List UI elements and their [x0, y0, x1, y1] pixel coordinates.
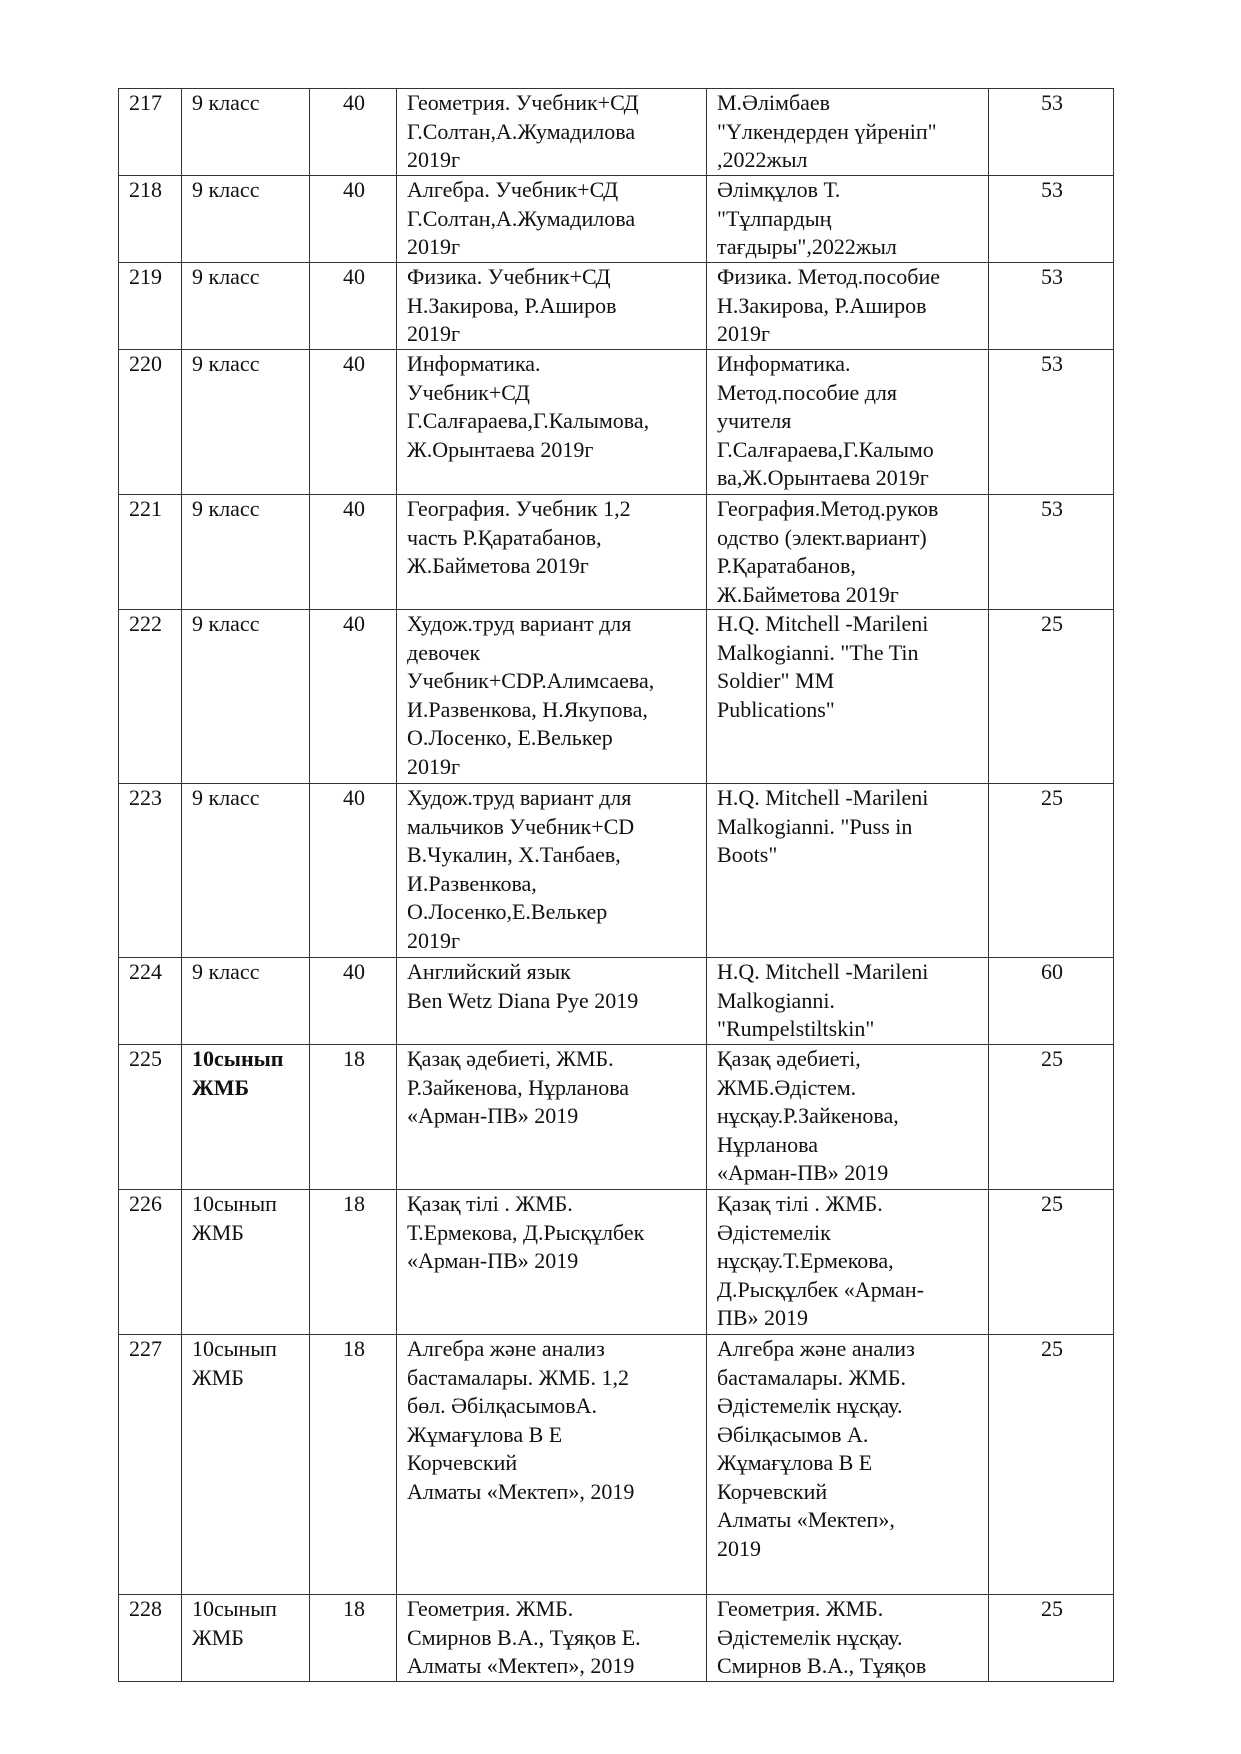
- textbook-line: Английский язык: [407, 959, 571, 984]
- cls-line: ЖМБ: [192, 1624, 244, 1650]
- textbook-cell: [397, 89, 707, 176]
- row-number: 224: [119, 958, 182, 1045]
- textbook-line: Информатика.: [407, 351, 541, 376]
- textbook-line: бастамалары. ЖМБ. 1,2: [407, 1364, 630, 1390]
- textbook-line: Г.Солтан,А.Жумадилова: [407, 205, 636, 231]
- quantity-cell: 25: [989, 610, 1114, 784]
- textbook-line: И.Развенкова, Н.Якупова,: [407, 696, 648, 722]
- textbook-line: 2019г: [407, 927, 461, 953]
- material-line: ПВ» 2019: [717, 1305, 809, 1330]
- material-line: Әдістемелік нұсқау.: [717, 1393, 903, 1418]
- textbook-line: Худож.труд вариант для: [407, 611, 632, 636]
- material-cell: [707, 1045, 989, 1190]
- material-cell: [707, 263, 989, 350]
- material-line: Алматы «Мектеп»,: [717, 1507, 895, 1532]
- material-line: учителя: [717, 408, 792, 433]
- material-line: Әдістемелік нұсқау.: [717, 1624, 903, 1650]
- table-row: [119, 1045, 1114, 1190]
- quantity-cell: 53: [989, 495, 1114, 610]
- material-line: Malkogianni. "Puss in: [717, 813, 913, 839]
- material-line: Смирнов В.А., Тұяқов: [717, 1653, 927, 1678]
- cls-line: 10сынып: [192, 1191, 277, 1216]
- table-row: [119, 1335, 1114, 1595]
- textbook-table: [118, 88, 1114, 1682]
- textbook-line: Худож.труд вариант для: [407, 785, 632, 810]
- quantity-cell: 53: [989, 176, 1114, 263]
- material-line: Әбілқасымов А.: [717, 1421, 869, 1447]
- textbook-line: Г.Солтан,А.Жумадилова: [407, 118, 636, 144]
- textbook-line: Р.Зайкенова, Нұрланова: [407, 1074, 630, 1100]
- textbook-line: Смирнов В.А., Тұяқов Е.: [407, 1624, 641, 1650]
- textbook-line: Жұмағұлова В Е: [407, 1421, 563, 1447]
- textbook-line: 2019г: [407, 234, 461, 259]
- cls-line: 10сынып: [192, 1046, 284, 1071]
- table-row: [119, 958, 1114, 1045]
- textbook-line: 2019г: [407, 321, 461, 346]
- hours-cell: 40: [310, 784, 397, 958]
- textbook-line: Ж.Байметова 2019г: [407, 553, 589, 578]
- material-line: «Арман-ПВ» 2019: [717, 1160, 889, 1185]
- material-cell: [707, 495, 989, 610]
- textbook-line: мальчиков Учебник+CD: [407, 813, 635, 839]
- material-line: 2019г: [717, 321, 771, 346]
- table-row: [119, 89, 1114, 176]
- material-line: H.Q. Mitchell -Marileni: [717, 611, 929, 636]
- textbook-line: девочек: [407, 639, 481, 665]
- textbook-line: Т.Ермекова, Д.Рысқұлбек: [407, 1219, 645, 1245]
- row-number: 223: [119, 784, 182, 958]
- cls-line: ЖМБ: [192, 1219, 244, 1245]
- row-number: 217: [119, 89, 182, 176]
- hours-cell: 18: [310, 1190, 397, 1335]
- textbook-line: Ben Wetz Diana Pye 2019: [407, 987, 639, 1013]
- material-line: "Тұлпардың: [717, 205, 832, 231]
- material-line: Н.Закирова, Р.Аширов: [717, 292, 927, 318]
- material-line: Физика. Метод.пособие: [717, 264, 940, 289]
- textbook-line: Алматы «Мектеп», 2019: [407, 1653, 635, 1678]
- quantity-cell: 25: [989, 784, 1114, 958]
- material-line: нұсқау.Р.Зайкенова,: [717, 1103, 899, 1128]
- class-cell: [182, 958, 310, 1045]
- class-cell: [182, 263, 310, 350]
- cls-line: ЖМБ: [192, 1074, 250, 1100]
- material-cell: [707, 610, 989, 784]
- textbook-line: Геометрия. Учебник+СД: [407, 90, 639, 115]
- hours-cell: 40: [310, 495, 397, 610]
- cls-line: 9 класс: [192, 496, 260, 521]
- class-cell: [182, 610, 310, 784]
- class-cell: [182, 89, 310, 176]
- textbook-line: «Арман-ПВ» 2019: [407, 1103, 579, 1128]
- material-line: 2019: [717, 1535, 761, 1561]
- textbook-line: Геометрия. ЖМБ.: [407, 1596, 574, 1621]
- material-line: Әдістемелік: [717, 1219, 831, 1245]
- textbook-cell: [397, 958, 707, 1045]
- hours-cell: 40: [310, 958, 397, 1045]
- row-number: 220: [119, 350, 182, 495]
- cls-line: 9 класс: [192, 785, 260, 810]
- material-line: Malkogianni. "The Tin: [717, 639, 919, 665]
- textbook-cell: [397, 610, 707, 784]
- material-line: Геометрия. ЖМБ.: [717, 1596, 884, 1621]
- textbook-line: «Арман-ПВ» 2019: [407, 1248, 579, 1273]
- table-body: [119, 89, 1114, 1682]
- cls-line: 9 класс: [192, 177, 260, 202]
- quantity-cell: 53: [989, 263, 1114, 350]
- hours-cell: 40: [310, 263, 397, 350]
- hours-cell: 40: [310, 89, 397, 176]
- textbook-line: часть Р.Қаратабанов,: [407, 524, 602, 550]
- textbook-line: Алматы «Мектеп», 2019: [407, 1478, 635, 1504]
- class-cell: [182, 784, 310, 958]
- row-number: 228: [119, 1595, 182, 1682]
- material-line: H.Q. Mitchell -Marileni: [717, 959, 929, 984]
- material-line: Р.Қаратабанов,: [717, 553, 856, 578]
- cls-line: 10сынып: [192, 1596, 277, 1621]
- table-row: [119, 176, 1114, 263]
- cls-line: 9 класс: [192, 90, 260, 115]
- material-line: Publications": [717, 696, 835, 722]
- textbook-line: Алгебра. Учебник+СД: [407, 177, 619, 202]
- textbook-line: Алгебра және анализ: [407, 1336, 605, 1361]
- material-line: нұсқау.Т.Ермекова,: [717, 1248, 894, 1273]
- material-line: ,2022жыл: [717, 147, 808, 172]
- row-number: 221: [119, 495, 182, 610]
- textbook-cell: [397, 1190, 707, 1335]
- material-line: География.Метод.руков: [717, 496, 939, 521]
- textbook-line: Учебник+CDР.Алимсаева,: [407, 668, 655, 693]
- table-row: [119, 1595, 1114, 1682]
- material-line: М.Әлімбаев: [717, 90, 831, 115]
- material-line: бастамалары. ЖМБ.: [717, 1364, 907, 1390]
- quantity-cell: 60: [989, 958, 1114, 1045]
- material-line: Malkogianni.: [717, 987, 835, 1013]
- cls-line: 9 класс: [192, 959, 260, 984]
- material-line: ЖМБ.Әдістем.: [717, 1074, 857, 1100]
- class-cell: [182, 1190, 310, 1335]
- textbook-line: 2019г: [407, 753, 461, 779]
- textbook-cell: [397, 176, 707, 263]
- textbook-line: Корчевский: [407, 1450, 518, 1475]
- hours-cell: 18: [310, 1595, 397, 1682]
- class-cell: [182, 1335, 310, 1595]
- material-cell: [707, 1190, 989, 1335]
- quantity-cell: 25: [989, 1335, 1114, 1595]
- textbook-line: Қазақ тілі . ЖМБ.: [407, 1191, 573, 1216]
- material-cell: [707, 89, 989, 176]
- quantity-cell: 53: [989, 350, 1114, 495]
- textbook-cell: [397, 350, 707, 495]
- textbook-line: И.Развенкова,: [407, 870, 537, 896]
- material-line: Ж.Байметова 2019г: [717, 581, 899, 607]
- textbook-line: Н.Закирова, Р.Аширов: [407, 292, 617, 318]
- textbook-cell: [397, 1595, 707, 1682]
- material-line: Д.Рысқұлбек «Арман-: [717, 1276, 925, 1302]
- material-cell: [707, 350, 989, 495]
- textbook-line: Учебник+СД: [407, 379, 530, 405]
- material-line: Алгебра және анализ: [717, 1336, 915, 1361]
- material-line: ва,Ж.Орынтаева 2019г: [717, 465, 929, 490]
- textbook-line: О.Лосенко,Е.Велькер: [407, 899, 608, 924]
- quantity-cell: 53: [989, 89, 1114, 176]
- row-number: 218: [119, 176, 182, 263]
- cls-line: 10сынып: [192, 1336, 277, 1361]
- material-line: Әлімқұлов Т.: [717, 177, 841, 202]
- hours-cell: 40: [310, 610, 397, 784]
- table-row: [119, 495, 1114, 610]
- textbook-line: 2019г: [407, 147, 461, 172]
- material-line: Қазақ әдебиеті,: [717, 1046, 861, 1071]
- hours-cell: 18: [310, 1045, 397, 1190]
- row-number: 225: [119, 1045, 182, 1190]
- row-number: 222: [119, 610, 182, 784]
- table-row: [119, 263, 1114, 350]
- material-line: Қазақ тілі . ЖМБ.: [717, 1191, 883, 1216]
- row-number: 219: [119, 263, 182, 350]
- quantity-cell: 25: [989, 1045, 1114, 1190]
- textbook-line: бөл. ӘбілқасымовА.: [407, 1393, 598, 1418]
- material-line: Нұрланова: [717, 1131, 818, 1157]
- class-cell: [182, 1595, 310, 1682]
- cls-line: 9 класс: [192, 264, 260, 289]
- cls-line: ЖМБ: [192, 1364, 244, 1390]
- class-cell: [182, 350, 310, 495]
- material-cell: [707, 1595, 989, 1682]
- hours-cell: 40: [310, 350, 397, 495]
- material-cell: [707, 958, 989, 1045]
- table-row: [119, 350, 1114, 495]
- material-line: Информатика.: [717, 351, 851, 376]
- textbook-cell: [397, 263, 707, 350]
- textbook-cell: [397, 1335, 707, 1595]
- row-number: 227: [119, 1335, 182, 1595]
- table-row: [119, 784, 1114, 958]
- material-line: "Үлкендерден үйреніп": [717, 118, 937, 144]
- textbook-line: В.Чукалин, Х.Танбаев,: [407, 842, 621, 867]
- textbook-line: Қазақ әдебиеті, ЖМБ.: [407, 1046, 614, 1071]
- cls-line: 9 класс: [192, 611, 260, 636]
- material-line: Г.Салғараева,Г.Калымо: [717, 436, 934, 462]
- material-line: "Rumpelstiltskin": [717, 1016, 875, 1041]
- textbook-line: Г.Салғараева,Г.Калымова,: [407, 408, 650, 433]
- hours-cell: 40: [310, 176, 397, 263]
- textbook-cell: [397, 784, 707, 958]
- quantity-cell: 25: [989, 1595, 1114, 1682]
- table-row: [119, 610, 1114, 784]
- material-cell: [707, 784, 989, 958]
- class-cell: [182, 1045, 310, 1190]
- row-number: 226: [119, 1190, 182, 1335]
- class-cell: [182, 176, 310, 263]
- hours-cell: 18: [310, 1335, 397, 1595]
- material-line: тағдыры",2022жыл: [717, 234, 897, 259]
- material-line: Soldier" MM: [717, 668, 835, 693]
- material-line: одство (элект.вариант): [717, 524, 927, 550]
- cls-line: 9 класс: [192, 351, 260, 376]
- textbook-line: География. Учебник 1,2: [407, 496, 631, 521]
- class-cell: [182, 495, 310, 610]
- material-line: Метод.пособие для: [717, 379, 898, 405]
- material-line: Boots": [717, 842, 778, 867]
- textbook-line: Физика. Учебник+СД: [407, 264, 611, 289]
- table-row: [119, 1190, 1114, 1335]
- quantity-cell: 25: [989, 1190, 1114, 1335]
- textbook-cell: [397, 1045, 707, 1190]
- material-line: H.Q. Mitchell -Marileni: [717, 785, 929, 810]
- material-line: Жұмағұлова В Е: [717, 1450, 873, 1475]
- material-cell: [707, 176, 989, 263]
- textbook-cell: [397, 495, 707, 610]
- textbook-line: Ж.Орынтаева 2019г: [407, 436, 594, 462]
- material-line: Корчевский: [717, 1478, 828, 1504]
- textbook-line: О.Лосенко, Е.Велькер: [407, 725, 613, 750]
- material-cell: [707, 1335, 989, 1595]
